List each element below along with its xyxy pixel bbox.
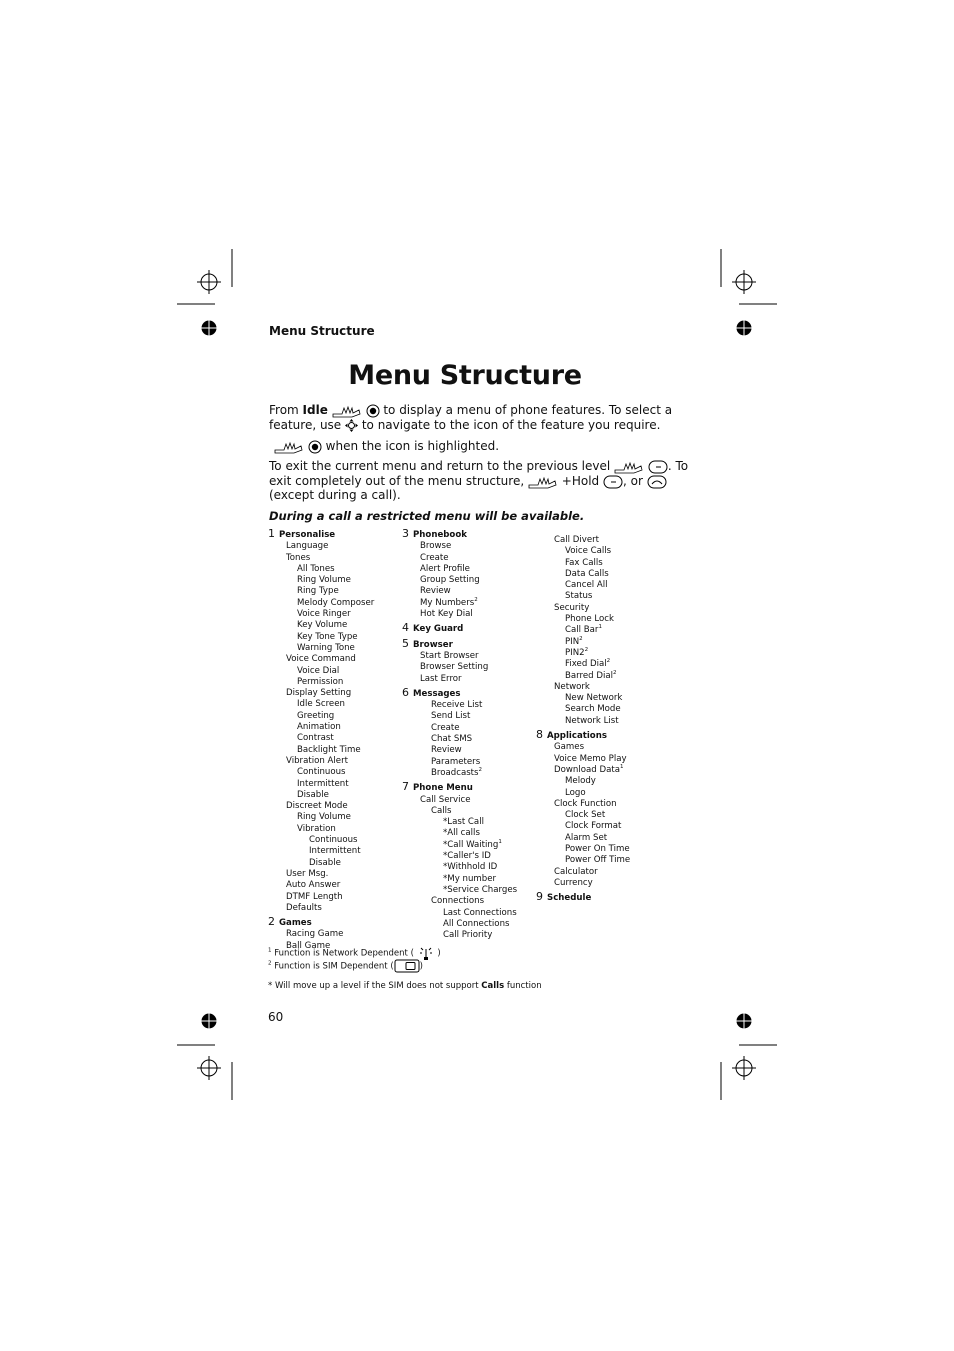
menu-section-number: 7	[402, 780, 409, 794]
menu-item	[536, 603, 630, 614]
menu-section	[536, 729, 630, 742]
menu-item-label: Last Connections	[443, 907, 517, 918]
menu-item-label: Intermittent	[309, 846, 361, 857]
menu-section-number: 3	[402, 527, 409, 540]
menu-section-label: Schedule	[547, 893, 592, 904]
menu-item-label: Racing Game	[286, 929, 344, 940]
footnote-marker: 2	[584, 646, 589, 653]
menu-column-1	[268, 526, 374, 952]
menu-item	[536, 591, 630, 602]
menu-item	[536, 580, 630, 591]
footnote-sim: $^2$ Function is SIM Dependent ( )	[268, 960, 423, 972]
menu-item	[402, 734, 517, 745]
menu-item	[536, 765, 630, 776]
menu-section	[402, 687, 517, 700]
menu-item-label: Broadcasts	[431, 767, 479, 778]
intro-line-5: exit completely out of the menu structure, +Hold , or	[269, 474, 667, 489]
menu-item-label: Voice Calls	[565, 546, 612, 557]
menu-item-label: Games	[554, 742, 585, 753]
menu-item	[402, 919, 517, 930]
menu-item-label: Vibration Alert	[286, 755, 348, 766]
ok-key-icon	[366, 404, 380, 418]
sim-card-icon	[394, 959, 420, 973]
menu-item-label: Call Divert	[554, 535, 600, 545]
footnote-marker: 2	[478, 766, 483, 773]
menu-item-label: Discreet Mode	[286, 801, 348, 812]
intro-line-6: (except during a call).	[269, 488, 401, 502]
footnote-network: $^1$ Function is Network Dependent ( )	[268, 945, 441, 961]
menu-item	[536, 810, 630, 821]
menu-item-label: Melody Composer	[297, 597, 375, 608]
menu-item-label: *Call Waiting	[443, 839, 499, 850]
menu-item-label: Logo	[565, 787, 586, 798]
menu-item	[402, 575, 517, 586]
menu-item-label: Permission	[297, 676, 344, 687]
menu-item-label: Voice Dial	[297, 665, 340, 676]
menu-item	[268, 801, 374, 812]
back-key-icon	[648, 460, 668, 474]
menu-item-label: Network	[554, 681, 590, 692]
menu-item	[268, 722, 374, 733]
menu-item-label: Disable	[309, 857, 341, 868]
menu-item-label: Start Browser	[420, 650, 479, 661]
menu-item-label: Display Setting	[286, 688, 352, 699]
menu-item	[402, 700, 517, 711]
intro-line-3: when the icon is highlighted.	[274, 439, 499, 454]
menu-item	[536, 844, 630, 855]
menu-section-number: 4	[402, 621, 409, 635]
menu-item	[402, 541, 517, 552]
menu-item	[268, 767, 374, 778]
menu-item	[402, 862, 517, 873]
menu-item-label: *Service Charges	[443, 884, 518, 895]
menu-item	[268, 541, 374, 552]
menu-item-label: Download Data	[554, 764, 620, 775]
menu-item	[268, 858, 374, 869]
menu-item	[268, 564, 374, 575]
menu-item-label: Call Bar	[565, 625, 599, 636]
menu-item	[402, 840, 517, 851]
menu-item-label: Group Setting	[420, 575, 480, 586]
menu-item	[536, 625, 630, 636]
menu-item-label: Send List	[431, 711, 471, 722]
menu-item	[268, 892, 374, 903]
menu-item	[536, 867, 630, 878]
menu-item-label: Backlight Time	[297, 744, 361, 755]
menu-item	[268, 654, 374, 665]
menu-section-label: Phone Menu	[413, 783, 473, 794]
footnote-calls: * Will move up a level if the SIM does not support Calls function	[268, 981, 542, 991]
menu-section-label: Key Guard	[413, 624, 464, 635]
menu-item-label: Barred Dial	[565, 670, 614, 681]
menu-item-label: Chat SMS	[431, 734, 473, 745]
menu-section-label: Messages	[413, 688, 461, 699]
menu-item	[268, 880, 374, 891]
menu-item	[536, 614, 630, 625]
menu-item-label: Phone Lock	[565, 614, 614, 625]
menu-item-label: All Tones	[297, 563, 335, 574]
menu-item	[402, 662, 517, 673]
menu-item-label: Warning Tone	[297, 642, 355, 653]
menu-item	[268, 677, 374, 688]
menu-item-label: Calls	[431, 805, 452, 816]
menu-item-label: Animation	[297, 722, 341, 733]
menu-item	[536, 716, 630, 727]
menu-item-label: Ring Volume	[297, 575, 351, 586]
menu-item-label: Clock Set	[565, 810, 606, 821]
menu-item	[402, 908, 517, 919]
menu-item	[402, 757, 517, 768]
menu-item	[536, 693, 630, 704]
menu-item	[402, 553, 517, 564]
menu-item	[536, 558, 630, 569]
menu-item	[402, 586, 517, 597]
menu-item-label: Status	[565, 591, 593, 602]
menu-section-number: 1	[268, 527, 275, 540]
menu-section-number: 9	[536, 890, 543, 904]
menu-item	[268, 711, 374, 722]
menu-item-label: Alert Profile	[420, 563, 470, 574]
menu-item-label: Fax Calls	[565, 557, 603, 568]
menu-item-label: Idle Screen	[297, 699, 345, 710]
menu-item	[402, 874, 517, 885]
menu-item-label: Ring Volume	[297, 812, 351, 823]
menu-item-label: Search Mode	[565, 704, 621, 715]
menu-item-label: Alarm Set	[565, 832, 608, 843]
menu-item-label: Tones	[286, 552, 311, 563]
menu-item	[402, 768, 517, 779]
menu-item	[402, 851, 517, 862]
menu-item-label: Cancel All	[565, 580, 608, 591]
menu-section	[268, 528, 374, 541]
menu-item-label: Clock Format	[565, 821, 622, 832]
press-hand-icon	[274, 440, 304, 454]
menu-item-label: *Last Call	[443, 817, 484, 828]
menu-column-3	[536, 535, 630, 905]
menu-column-2	[402, 526, 517, 941]
menu-item-label: Intermittent	[297, 778, 349, 789]
menu-item	[536, 799, 630, 810]
menu-item-label: Call Service	[420, 794, 471, 805]
menu-item-label: Power Off Time	[565, 855, 631, 866]
footnote-marker: 2	[606, 658, 611, 665]
back-key-icon	[603, 475, 623, 489]
navigation-key-icon	[345, 419, 358, 432]
menu-item	[402, 930, 517, 941]
menu-section-number: 6	[402, 685, 409, 699]
menu-item-label: New Network	[565, 693, 623, 704]
menu-item	[402, 885, 517, 896]
menu-item	[536, 648, 630, 659]
menu-section-number: 8	[536, 728, 543, 742]
menu-item-label: Ball Game	[286, 940, 331, 951]
menu-item	[268, 632, 374, 643]
menu-section	[402, 781, 517, 794]
menu-item	[268, 733, 374, 744]
menu-item	[536, 878, 630, 889]
menu-section	[402, 528, 517, 541]
menu-item	[268, 869, 374, 880]
menu-item-label: Vibration	[297, 823, 336, 834]
menu-item-label: DTMF Length	[286, 891, 343, 902]
menu-item-label: Disable	[297, 789, 329, 800]
menu-item-label: PIN	[565, 636, 580, 647]
menu-item	[536, 833, 630, 844]
menu-item-label: Auto Answer	[286, 880, 341, 891]
menu-item	[536, 754, 630, 765]
menu-item-label: Voice Ringer	[297, 609, 351, 620]
ok-key-icon	[308, 440, 322, 454]
menu-item-label: Key Tone Type	[297, 631, 358, 642]
menu-item	[268, 812, 374, 823]
press-hand-icon	[614, 460, 644, 474]
menu-item	[402, 817, 517, 828]
press-hand-icon	[332, 404, 362, 418]
menu-item	[268, 790, 374, 801]
menu-section-number: 2	[268, 915, 275, 929]
menu-item-label: Create	[431, 722, 460, 733]
menu-item	[402, 795, 517, 806]
menu-item-label: Connections	[431, 896, 485, 907]
footnote-marker: 2	[579, 635, 583, 642]
menu-item-label: Hot Key Dial	[420, 609, 473, 620]
menu-item	[268, 688, 374, 699]
menu-item-label: Currency	[554, 877, 593, 888]
menu-item-label: Language	[286, 541, 329, 552]
menu-item-label: Continuous	[297, 767, 346, 778]
menu-item	[402, 745, 517, 756]
menu-item	[268, 846, 374, 857]
menu-item	[268, 835, 374, 846]
menu-item	[268, 745, 374, 756]
menu-item	[536, 704, 630, 715]
menu-item	[402, 651, 517, 662]
menu-item	[268, 575, 374, 586]
menu-item-label: Fixed Dial	[565, 659, 607, 670]
menu-item-label: *Caller's ID	[443, 851, 491, 862]
menu-item-label: Network List	[565, 715, 619, 726]
menu-item	[536, 821, 630, 832]
menu-item-label: Voice Command	[286, 654, 356, 665]
menu-item	[268, 553, 374, 564]
menu-item-label: Create	[420, 552, 449, 563]
menu-section-label: Phonebook	[413, 530, 467, 540]
menu-item	[268, 824, 374, 835]
menu-item-label: Parameters	[431, 756, 481, 767]
menu-section-label: Personalise	[279, 530, 336, 540]
menu-item	[268, 598, 374, 609]
menu-item-label: Security	[554, 602, 590, 613]
call-restriction-note: During a call a restricted menu will be available.	[269, 509, 585, 523]
menu-item	[268, 586, 374, 597]
menu-item	[402, 806, 517, 817]
menu-item-label: Review	[420, 586, 451, 597]
menu-item-label: All Connections	[443, 918, 510, 929]
menu-section	[402, 638, 517, 651]
menu-item-label: Key Volume	[297, 620, 348, 631]
menu-item	[268, 903, 374, 914]
menu-section-label: Browser	[413, 639, 453, 650]
menu-item	[536, 855, 630, 866]
menu-item-label: Call Priority	[443, 930, 493, 941]
page-number: 60	[268, 1010, 284, 1024]
footnote-marker: 1	[598, 624, 602, 631]
menu-item	[268, 643, 374, 654]
footnote-marker: 1	[619, 763, 624, 770]
menu-item	[268, 609, 374, 620]
menu-item-label: My Numbers	[420, 597, 475, 608]
footnote-marker: 2	[474, 596, 478, 603]
section-header: Menu Structure	[269, 324, 375, 338]
menu-item	[402, 609, 517, 620]
menu-item-label: Browser Setting	[420, 662, 489, 673]
menu-item-label: Greeting	[297, 710, 335, 721]
menu-item	[536, 546, 630, 557]
menu-item-label: *Withhold ID	[443, 862, 498, 873]
menu-item-label: Browse	[420, 541, 452, 552]
menu-section-label: Applications	[547, 731, 607, 742]
menu-item-label: Ring Type	[297, 586, 339, 597]
menu-item-label: Last Error	[420, 673, 462, 684]
press-hand-icon	[528, 475, 558, 489]
footnote-marker: 1	[498, 838, 502, 845]
menu-item	[402, 711, 517, 722]
menu-item	[536, 742, 630, 753]
menu-item	[536, 776, 630, 787]
menu-item-label: Data Calls	[565, 568, 609, 579]
menu-item	[402, 564, 517, 575]
menu-item	[536, 788, 630, 799]
menu-item-label: User Msg.	[286, 868, 329, 879]
menu-item-label: Clock Function	[554, 798, 617, 809]
menu-section	[536, 891, 630, 904]
footnote-marker: 2	[613, 669, 617, 676]
menu-item-label: PIN2	[565, 647, 585, 658]
menu-item	[402, 674, 517, 685]
end-call-key-icon	[647, 475, 667, 489]
intro-line-1: From Idle to display a menu of phone features. To select a	[269, 403, 673, 417]
menu-section	[402, 622, 517, 635]
menu-item	[536, 637, 630, 648]
menu-item-label: Voice Memo Play	[554, 753, 627, 764]
menu-item	[268, 779, 374, 790]
menu-section-number: 5	[402, 636, 409, 650]
menu-item-label: Continuous	[309, 835, 358, 846]
intro-line-2: feature, use to navigate to the icon of the feature you require.	[269, 418, 661, 432]
menu-item-label: *All calls	[443, 828, 480, 839]
menu-item-label: Contrast	[297, 733, 334, 744]
menu-section-label: Games	[279, 918, 312, 929]
menu-item	[536, 535, 630, 546]
menu-item-label: Calculator	[554, 866, 598, 877]
menu-item	[402, 598, 517, 609]
intro-line-4: To exit the current menu and return to the previous level . To	[269, 459, 689, 473]
menu-section	[268, 916, 374, 929]
menu-item	[536, 569, 630, 580]
menu-item-label: Power On Time	[565, 844, 630, 855]
menu-item	[268, 756, 374, 767]
menu-item	[268, 620, 374, 631]
menu-item	[402, 723, 517, 734]
menu-item-label: Melody	[565, 776, 596, 787]
menu-item-label: Receive List	[431, 700, 483, 711]
menu-item-label: Defaults	[286, 902, 322, 913]
menu-item	[268, 699, 374, 710]
menu-item	[536, 671, 630, 682]
menu-item	[536, 682, 630, 693]
menu-item	[402, 896, 517, 907]
menu-item	[268, 666, 374, 677]
page-title: Menu Structure	[348, 360, 582, 391]
menu-item-label: Review	[431, 745, 462, 756]
menu-item	[268, 929, 374, 940]
menu-item-label: *My number	[443, 873, 497, 884]
